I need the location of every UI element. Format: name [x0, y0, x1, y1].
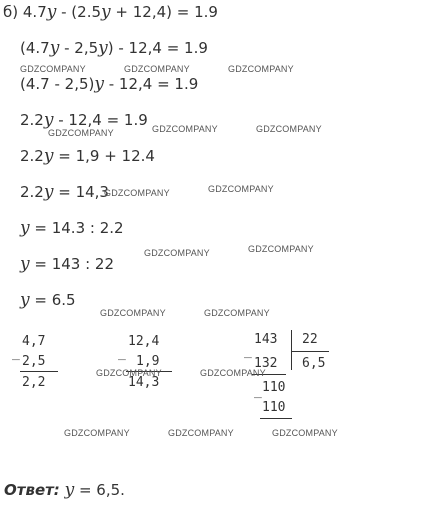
step-line: 2.2y = 14,3 [20, 182, 109, 202]
watermark: GDZCOMPANY [200, 367, 266, 379]
watermark: GDZCOMPANY [208, 183, 274, 195]
watermark: GDZCOMPANY [248, 243, 314, 255]
answer-label: Ответ: [4, 481, 60, 499]
addition-calc: _ 12,4 1,9 14,3 [118, 334, 178, 394]
step-line: (4.7y - 2,5y) - 12,4 = 1.9 [20, 38, 208, 58]
watermark: GDZCOMPANY [144, 247, 210, 259]
watermark: GDZCOMPANY [272, 427, 338, 439]
minus-sign: _ [12, 346, 20, 361]
watermark: GDZCOMPANY [64, 427, 130, 439]
rule-line [291, 351, 329, 352]
task-equation: б) 4.7y - (2.5y + 12,4) = 1.9 [3, 2, 218, 22]
step-line: 2.2y - 12,4 = 1.9 [20, 110, 148, 130]
watermark: GDZCOMPANY [104, 187, 170, 199]
step-line: y = 143 : 22 [20, 254, 115, 274]
watermark: GDZCOMPANY [152, 123, 218, 135]
watermark: GDZCOMPANY [228, 63, 294, 75]
watermark: GDZCOMPANY [124, 63, 190, 75]
watermark: GDZCOMPANY [256, 123, 322, 135]
division-bar [291, 330, 292, 370]
plus-sign: _ [118, 346, 126, 361]
step-line: (4.7 - 2,5)y - 12,4 = 1.9 [20, 74, 199, 94]
subtraction-calc: _ 4,7 2,5 2,2 [12, 334, 62, 394]
watermark: GDZCOMPANY [168, 427, 234, 439]
division-calc: _ 143 22 132 6,5 _ 110 110 [244, 332, 344, 432]
minus-sign: _ [254, 384, 262, 399]
step-line: 2.2y = 1,9 + 12.4 [20, 146, 155, 166]
step-line: y = 14.3 : 2.2 [20, 218, 124, 238]
minus-sign: _ [244, 344, 252, 359]
watermark: GDZCOMPANY [96, 367, 162, 379]
watermark: GDZCOMPANY [48, 127, 114, 139]
step-line: y = 6.5 [20, 290, 76, 310]
watermark: GDZCOMPANY [204, 307, 270, 319]
rule-line [20, 371, 58, 372]
answer-line: Ответ: y = 6,5. [4, 480, 125, 500]
rule-line [260, 418, 292, 419]
watermark: GDZCOMPANY [20, 63, 86, 75]
watermark: GDZCOMPANY [100, 307, 166, 319]
